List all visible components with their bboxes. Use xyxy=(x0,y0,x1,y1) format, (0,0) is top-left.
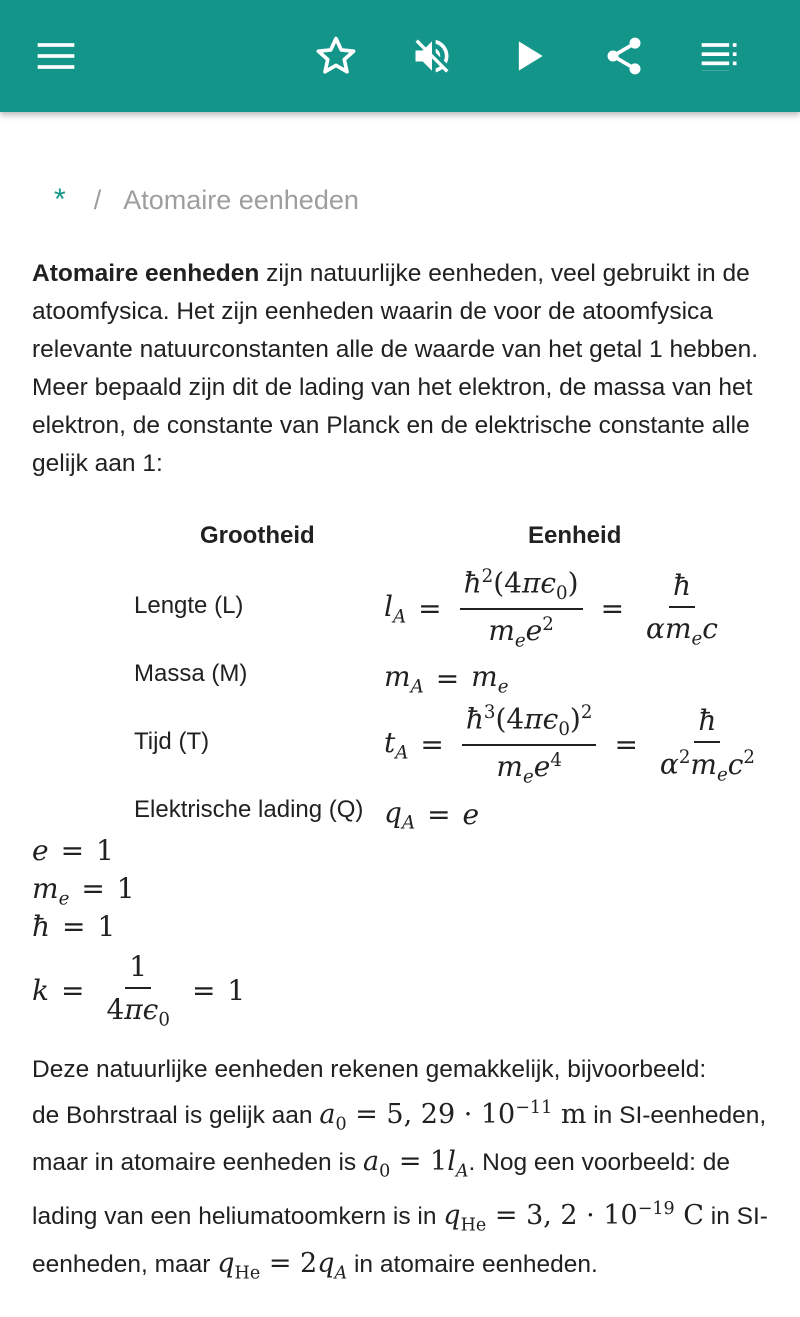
example-text-b: in SI-eenheden, maar in atomaire eenheden is xyxy=(32,1102,766,1176)
example-text-a: de Bohrstraal is gelijk aan xyxy=(32,1102,319,1129)
example-paragraph xyxy=(32,1026,772,1317)
definition-me: $m_e = 1$ xyxy=(32,872,135,910)
breadcrumb-home-link[interactable]: * xyxy=(54,183,66,217)
breadcrumb-current: Atomaire eenheden xyxy=(123,185,359,216)
bohr-radius-si: $a_0 = 5$, $29 \cdot 10^{-11}$ m xyxy=(319,1099,586,1130)
example-text-d: in SI-eenheden, maar xyxy=(32,1203,768,1277)
play-button[interactable] xyxy=(496,24,560,88)
helium-charge-si: $q_{He} = 3$, $2 \cdot 10^{-19}$ C xyxy=(443,1200,704,1231)
share-icon xyxy=(602,34,646,78)
row-time-label: Tijd (T) xyxy=(134,728,209,756)
share-button[interactable] xyxy=(592,24,656,88)
menu-button[interactable] xyxy=(24,24,88,88)
app-bar xyxy=(0,0,800,112)
star-icon xyxy=(314,34,358,78)
intro-paragraph xyxy=(32,255,772,483)
header-unit: Eenheid xyxy=(528,522,621,550)
row-charge-label: Elektrische lading (Q) xyxy=(134,796,363,824)
header-quantity: Grootheid xyxy=(200,522,315,550)
example-line-1: Deze natuurlijke eenheden rekenen gemakkelijk, bijvoorbeeld: xyxy=(32,1056,706,1083)
table-of-contents-button[interactable] xyxy=(688,24,752,88)
playlist-icon xyxy=(698,34,742,78)
charge-formula: $q_A$ = e xyxy=(384,796,479,834)
row-mass-label: Massa (M) xyxy=(134,660,247,688)
volume-off-icon xyxy=(410,34,454,78)
time-formula: $t_A$ = $\frac{ħ^3(4\pi\epsilon_0)^2}{m_ee^4}$ = $\frac{ħ}{\alpha^2m_ec^2}$ xyxy=(384,702,765,788)
helium-charge-au: $q_{He} = 2q_A$ xyxy=(217,1248,347,1279)
play-icon xyxy=(506,34,550,78)
intro-text: zijn natuurlijke eenheden, veel gebruikt in de atoomfysica. Het zijn eenheden waarin de voor de atoomfysica relevante natuurconstanten alle de waarde van het getal 1 hebben. Meer bepaald zijn dit de lading van het elektron, de massa van het elektron, de constante van Planck en de elektrische constante alle gelijk aan 1: xyxy=(32,260,758,477)
mass-formula: $m_A$ = $m_e$ xyxy=(384,660,509,698)
menu-icon xyxy=(34,34,78,78)
bohr-radius-au: $a_0 = 1l_A$ xyxy=(363,1146,469,1177)
breadcrumb-separator: / xyxy=(94,185,102,216)
definition-k: k = $\frac{1}{4\pi\epsilon_0}$ = 1 xyxy=(32,950,245,1031)
bookmark-button[interactable] xyxy=(304,24,368,88)
example-text-e: in atomaire eenheden. xyxy=(347,1251,598,1278)
definition-hbar: ħ = 1 xyxy=(32,910,115,943)
length-formula: $l_A$ = $\frac{ħ^2(4\pi\epsilon_0)}{m_ee^2}$ = $\frac{ħ}{\alpha m_ec}$ xyxy=(384,566,728,652)
example-text-c: . Nog een voorbeeld: de lading van een heliumatoomkern is in xyxy=(32,1149,730,1230)
row-length-label: Lengte (L) xyxy=(134,592,243,620)
breadcrumb xyxy=(54,180,359,220)
mute-button[interactable] xyxy=(400,24,464,88)
definition-e: e = 1 xyxy=(32,834,114,867)
article-term: Atomaire eenheden xyxy=(32,260,259,287)
